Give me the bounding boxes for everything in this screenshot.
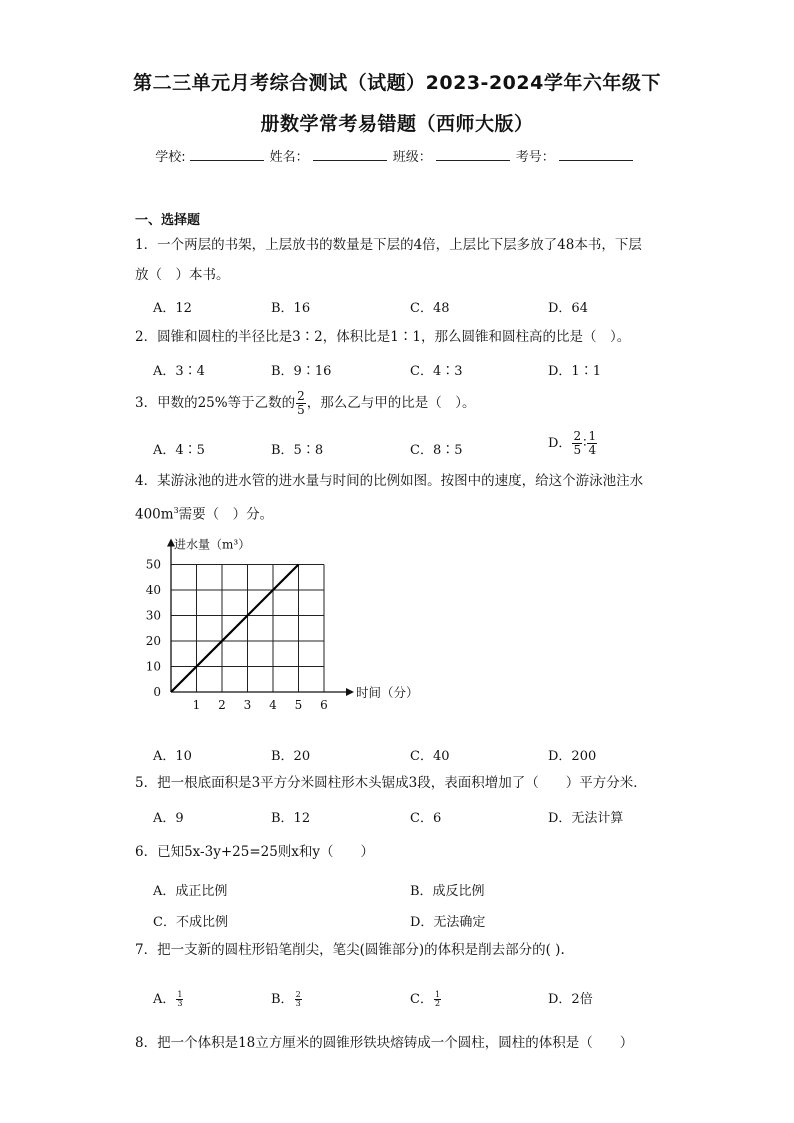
question-6-options-row-1 xyxy=(153,880,673,900)
question-5-line-1: 5．把一根底面积是3平方分米圆柱形木头锯成3段，表面积增加了（ ）平方分米． xyxy=(135,775,647,791)
question-3-text-after: ，那么乙与甲的比是（ ）。 xyxy=(306,395,476,411)
q3-option-c[interactable]: C．8∶5 xyxy=(410,443,463,458)
q7-option-c[interactable]: C． $\frac{1}{2}$ xyxy=(410,990,441,1008)
y-axis-label: 进水量（m³） xyxy=(174,537,251,552)
q7-option-a[interactable]: A． $\frac{1}{3}$ xyxy=(153,990,183,1008)
question-4 xyxy=(135,466,665,530)
x-tick-label: 6 xyxy=(320,698,328,712)
q6-option-d[interactable]: D．无法确定 xyxy=(410,915,486,930)
x-axis-label: 时间（分） xyxy=(356,685,419,700)
q5-option-a[interactable]: A．9 xyxy=(153,811,184,826)
title-line-1: 第二三单元月考综合测试（试题）2023-2024学年六年级下 xyxy=(133,72,661,94)
field-class-blank[interactable] xyxy=(436,148,510,161)
x-tick-label: 3 xyxy=(243,698,252,712)
q6-option-c[interactable]: C．不成比例 xyxy=(153,915,228,930)
y-tick-label: 40 xyxy=(145,583,161,597)
question-1-options xyxy=(153,297,673,317)
question-6-line-1: 6．已知5x-3y+25=25则x和y（ ） xyxy=(135,844,375,860)
q1-option-c[interactable]: C．48 xyxy=(410,301,450,316)
q1-option-d[interactable]: D．64 xyxy=(548,301,588,316)
x-tick-label: 1 xyxy=(192,698,201,712)
y-tick-label: 20 xyxy=(145,634,161,648)
x-tick-label: 5 xyxy=(294,698,303,712)
question-7-line-1: 7．把一支新的圆柱形铅笔削尖，笔尖(圆锥部分)的体积是削去部分的( ). xyxy=(135,942,565,958)
q5-option-b[interactable]: B．12 xyxy=(271,811,311,826)
question-3-text-before: 3．甲数的25%等于乙数的 xyxy=(135,395,296,411)
y-tick-label: 0 xyxy=(153,685,161,699)
q3-option-d[interactable]: D． $\frac{2}{5}$ ∶ $\frac{1}{4}$ xyxy=(548,429,597,457)
q4-option-a[interactable]: A．10 xyxy=(153,749,192,764)
title-line-2: 册数学常考易错题（西师大版） xyxy=(260,113,534,135)
question-7 xyxy=(135,935,665,965)
field-name-label: 姓名： xyxy=(269,150,309,165)
q5-option-d[interactable]: D．无法计算 xyxy=(548,811,624,826)
field-number-blank[interactable] xyxy=(559,148,633,161)
q6-option-b[interactable]: B．成反比例 xyxy=(410,884,485,899)
question-2-line-1: 2．圆锥和圆柱的半径比是3∶2，体积比是1∶1，那么圆锥和圆柱高的比是（ ）。 xyxy=(135,329,631,345)
q2-option-c[interactable]: C．4∶3 xyxy=(410,364,463,379)
series-line xyxy=(171,565,299,693)
q2-option-b[interactable]: B．9∶16 xyxy=(271,364,332,379)
section-title: 一、选择题 xyxy=(135,213,201,228)
q1-option-b[interactable]: B．16 xyxy=(271,301,311,316)
y-tick-label: 30 xyxy=(145,608,161,623)
question-1-line-1: 1．一个两层的书架，上层放书的数量是下层的4倍，上层比下层多放了48本书，下层 xyxy=(135,237,642,253)
x-axis-arrow xyxy=(346,688,354,696)
student-info-row xyxy=(0,146,794,165)
q5-option-c[interactable]: C．6 xyxy=(410,811,442,826)
field-name-blank[interactable] xyxy=(313,148,387,161)
y-tick-label: 50 xyxy=(145,557,161,572)
question-8-line-1: 8．把一个体积是18立方厘米的圆锥形铁块熔铸成一个圆柱，圆柱的体积是（ ） xyxy=(135,1035,634,1051)
y-tick-label: 10 xyxy=(145,659,161,674)
x-tick-label: 2 xyxy=(218,698,226,712)
q2-option-a[interactable]: A．3∶4 xyxy=(153,364,205,379)
question-4-line-2: $400m^3$需要（ ）分。 xyxy=(135,506,274,523)
q4-option-c[interactable]: C．40 xyxy=(410,749,450,764)
field-school-blank[interactable] xyxy=(190,148,264,161)
water-inflow-chart xyxy=(135,532,435,722)
field-school-label: 学校: xyxy=(155,150,186,165)
q3-option-d-frac-2: $\frac{1}{4}$ xyxy=(588,429,597,457)
question-2-options xyxy=(153,360,673,380)
question-1 xyxy=(135,230,665,290)
question-5-options xyxy=(153,807,673,827)
q7-option-b[interactable]: B． $\frac{2}{3}$ xyxy=(271,990,301,1008)
question-3-options xyxy=(153,429,673,460)
q7-option-d[interactable]: D．2倍 xyxy=(548,992,593,1007)
q3-option-b[interactable]: B．5∶8 xyxy=(271,443,324,458)
question-2 xyxy=(135,322,665,352)
q4-option-b[interactable]: B．20 xyxy=(271,749,311,764)
question-5 xyxy=(135,768,675,798)
q2-option-d[interactable]: D．1∶1 xyxy=(548,364,601,379)
field-class-label: 班级： xyxy=(392,150,432,165)
question-4-line-1: 4．某游泳池的进水管的进水量与时间的比例如图。按图中的速度，给这个游泳池注水 xyxy=(135,473,644,489)
x-tick-label: 4 xyxy=(269,698,277,712)
question-7-options xyxy=(153,988,673,1008)
q6-option-a[interactable]: A．成正比例 xyxy=(153,884,228,899)
question-6-options-row-2 xyxy=(153,911,673,931)
question-6 xyxy=(135,837,665,867)
q3-option-a[interactable]: A．4∶5 xyxy=(153,443,205,458)
question-3 xyxy=(135,388,665,418)
q3-option-d-frac-1: $\frac{2}{5}$ xyxy=(573,429,582,457)
field-number-label: 考号： xyxy=(515,150,555,165)
question-8 xyxy=(135,1028,675,1058)
question-1-line-2: 放（ ）本书。 xyxy=(135,267,230,283)
q1-option-a[interactable]: A．12 xyxy=(153,301,192,316)
question-3-fraction: $\frac{2}{5}$ xyxy=(297,389,305,417)
q4-option-d[interactable]: D．200 xyxy=(548,749,597,764)
question-4-options xyxy=(153,745,673,765)
